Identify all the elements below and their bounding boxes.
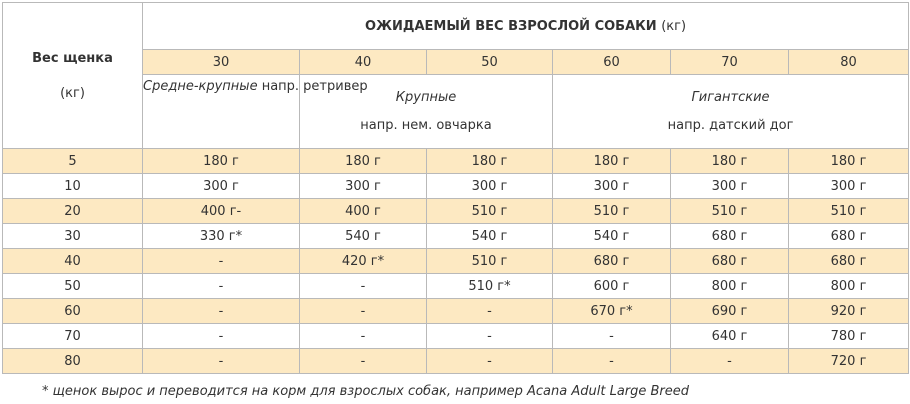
adult-weight-header — [143, 3, 909, 50]
portion-cell: 300 г — [789, 174, 909, 199]
puppy-weight-title: Вес щенка — [32, 50, 113, 66]
portion-cell: 640 г — [671, 324, 789, 349]
puppy-weight-unit: (кг) — [60, 85, 85, 101]
portion-cell: 400 г — [300, 199, 427, 224]
adult-weight-cell: 30 — [143, 50, 300, 75]
portion-cell: - — [427, 324, 553, 349]
category-giant — [553, 75, 909, 149]
portion-cell: 510 г — [427, 199, 553, 224]
puppy-weight-cell: 30 — [3, 224, 143, 249]
portion-cell: 920 г — [789, 299, 909, 324]
portion-cell: 510 г — [789, 199, 909, 224]
category-name: Средне-крупные — [143, 79, 258, 94]
portion-cell: - — [143, 324, 300, 349]
portion-cell: 670 г* — [553, 299, 671, 324]
portion-cell: 180 г — [789, 149, 909, 174]
portion-cell: 300 г — [671, 174, 789, 199]
portion-cell: - — [671, 349, 789, 374]
portion-cell: - — [300, 274, 427, 299]
portion-cell: 300 г — [427, 174, 553, 199]
portion-cell: 420 г* — [300, 249, 427, 274]
table-row — [3, 174, 909, 199]
portion-cell: 300 г — [553, 174, 671, 199]
category-example: напр. нем. овчарка — [360, 117, 492, 133]
table-row — [3, 249, 909, 274]
portion-cell: 300 г — [143, 174, 300, 199]
portion-cell: 680 г — [671, 224, 789, 249]
puppy-weight-cell: 10 — [3, 174, 143, 199]
portion-cell: 180 г — [553, 149, 671, 174]
portion-cell: - — [553, 324, 671, 349]
portion-cell: 510 г — [671, 199, 789, 224]
portion-cell: 540 г — [553, 224, 671, 249]
portion-cell: - — [300, 299, 427, 324]
portion-cell: 540 г — [300, 224, 427, 249]
table-row — [3, 324, 909, 349]
puppy-weight-cell: 50 — [3, 274, 143, 299]
portion-cell: 800 г — [671, 274, 789, 299]
portion-cell: 300 г — [300, 174, 427, 199]
adult-weight-unit: (кг) — [661, 18, 687, 34]
feeding-table-body — [3, 149, 909, 374]
portion-cell: - — [427, 299, 553, 324]
portion-cell: 600 г — [553, 274, 671, 299]
portion-cell: 180 г — [300, 149, 427, 174]
portion-cell: 180 г — [671, 149, 789, 174]
portion-cell: - — [143, 249, 300, 274]
portion-cell: 690 г — [671, 299, 789, 324]
portion-cell: - — [143, 299, 300, 324]
portion-cell: - — [300, 324, 427, 349]
portion-cell: - — [143, 349, 300, 374]
category-example: напр. датский дог — [667, 117, 794, 133]
puppy-weight-cell: 20 — [3, 199, 143, 224]
puppy-weight-cell: 70 — [3, 324, 143, 349]
portion-cell: 720 г — [789, 349, 909, 374]
portion-cell: 400 г- — [143, 199, 300, 224]
portion-cell: 510 г* — [427, 274, 553, 299]
portion-cell: 180 г — [427, 149, 553, 174]
adult-weight-cell: 60 — [553, 50, 671, 75]
table-row — [3, 149, 909, 174]
adult-weight-title: ОЖИДАЕМЫЙ ВЕС ВЗРОСЛОЙ СОБАКИ — [365, 18, 657, 34]
feeding-table — [2, 2, 909, 374]
table-row — [3, 299, 909, 324]
portion-cell: 540 г — [427, 224, 553, 249]
puppy-weight-cell: 5 — [3, 149, 143, 174]
adult-weight-cell: 70 — [671, 50, 789, 75]
portion-cell: - — [427, 349, 553, 374]
category-medium-large — [143, 75, 368, 149]
puppy-weight-cell: 80 — [3, 349, 143, 374]
puppy-weight-cell: 40 — [3, 249, 143, 274]
portion-cell: 330 г* — [143, 224, 300, 249]
footnote: * щенок вырос и переводится на корм для взрослых собак, например Acana Adult Large Breed — [42, 384, 690, 399]
portion-cell: 800 г — [789, 274, 909, 299]
portion-cell: 510 г — [553, 199, 671, 224]
portion-cell: 680 г — [789, 249, 909, 274]
portion-cell: 680 г — [553, 249, 671, 274]
table-row — [3, 199, 909, 224]
puppy-weight-header — [3, 3, 143, 149]
category-name: Крупные — [395, 89, 457, 105]
portion-cell: 780 г — [789, 324, 909, 349]
adult-weight-cell: 50 — [427, 50, 553, 75]
portion-cell: 680 г — [671, 249, 789, 274]
portion-cell: 510 г — [427, 249, 553, 274]
category-name: Гигантские — [691, 89, 770, 105]
portion-cell: - — [143, 274, 300, 299]
table-row — [3, 274, 909, 299]
portion-cell: - — [300, 349, 427, 374]
adult-weight-cell: 80 — [789, 50, 909, 75]
adult-weight-cell: 40 — [300, 50, 427, 75]
portion-cell: 180 г — [143, 149, 300, 174]
table-row — [3, 224, 909, 249]
portion-cell: - — [553, 349, 671, 374]
table-row — [3, 349, 909, 374]
portion-cell: 680 г — [789, 224, 909, 249]
puppy-weight-cell: 60 — [3, 299, 143, 324]
category-example: напр. ретривер — [261, 79, 368, 94]
